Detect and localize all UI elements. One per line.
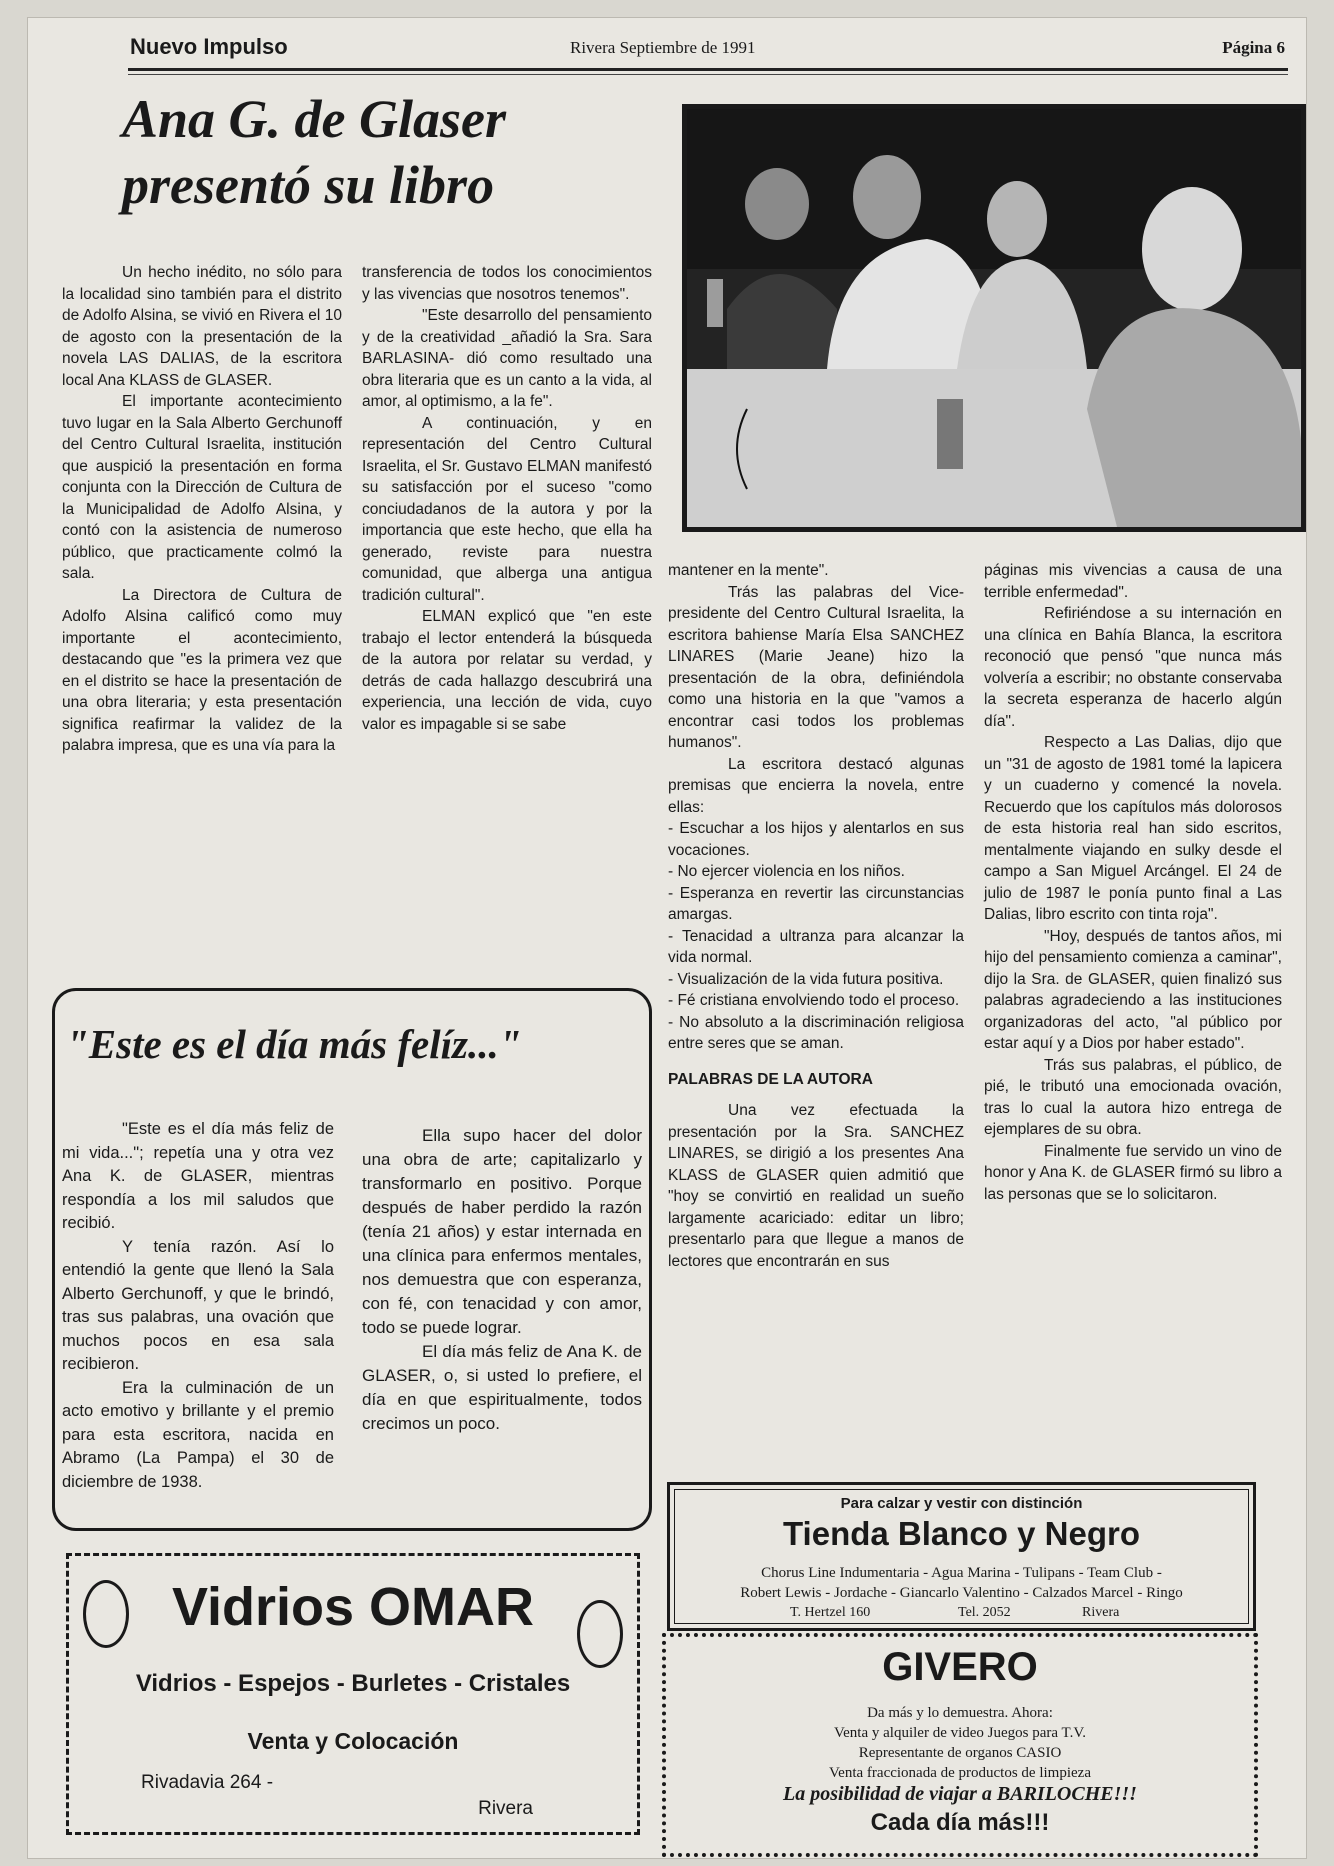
ad-brands-line-2: Robert Lewis - Jordache - Giancarlo Valentino - Calzados Marcel - Ringo xyxy=(740,1585,1183,1601)
ad-address: T. Hertzel 160 xyxy=(790,1605,871,1620)
article-column-1 xyxy=(62,262,342,757)
ad-vidrios-omar xyxy=(66,1553,640,1835)
ad-tagline: Para calzar y vestir con distinción xyxy=(840,1495,1083,1512)
place-date: Rivera Septiembre de 1991 xyxy=(570,38,756,57)
ad-promo: La posibilidad de viajar a BARILOCHE!!! xyxy=(783,1783,1137,1805)
page-number: Página 6 xyxy=(1222,38,1285,57)
ad-products: Vidrios - Espejos - Burletes - Cristales xyxy=(135,1670,571,1697)
article-paragraph: transferencia de todos los conocimientos y las vivencias que nosotros tenemos". xyxy=(362,264,652,303)
ad-line: Representante de organos CASIO xyxy=(858,1745,1062,1761)
ad-line: Da más y lo demuestra. Ahora: xyxy=(867,1705,1053,1721)
paper-name: Nuevo Impulso xyxy=(130,34,288,59)
ad-store-name: GIVERO xyxy=(882,1645,1038,1689)
event-photo xyxy=(682,104,1306,532)
article-title-line-1: Ana G. de Glaser xyxy=(122,89,507,149)
ad-city: Rivera xyxy=(1082,1605,1120,1620)
article-paragraph: Trás las palabras del Vice-presidente del Centro Cultural Israelita, la escritora bahiense María Elsa SANCHEZ LINARES (Marie Jeane) hizo la presentación de la obra, definiéndola como una historia en la que "vamos a encontrar casi todos los problemas humanos". xyxy=(668,583,964,751)
sidebar-column-1 xyxy=(62,1118,334,1494)
ad-givero xyxy=(662,1633,1258,1857)
premise-item: - No absoluto a la discriminación religiosa entre seres que se aman. xyxy=(668,1013,964,1052)
article-paragraph: Trás sus palabras, el público, de pié, le tributó una emocionada ovación, tras lo cual la autora hizo entrega de ejemplares de su obra. xyxy=(984,1056,1282,1138)
section-heading: PALABRAS DE LA AUTORA xyxy=(668,1070,873,1088)
ad-line: Venta y alquiler de video Juegos para T.V. xyxy=(833,1725,1087,1741)
sidebar-paragraph: Y tenía razón. Así lo entendió la gente que llenó la Sala Alberto Gerchunoff, y que le brindó, tras sus palabras, una ovación que muchos pocos en esa sala recibieron. xyxy=(62,1237,334,1373)
article-column-4 xyxy=(984,560,1282,1205)
article-paragraph: Refiriéndose a su internación en una clínica en Bahía Blanca, la escritora reconoció que pensó "que nunca más volvería a escribir; no obstante conservaba la secreta esperanza de hacerlo algún día". xyxy=(984,605,1282,730)
article-paragraph: La escritora destacó algunas premisas que encierra la novela, entre ellas: xyxy=(668,755,964,816)
sidebar-paragraph: El día más feliz de Ana K. de GLASER, o, si usted lo prefiere, el día en que espiritualmente, todos crecimos un poco. xyxy=(362,1342,642,1433)
ad-slogan: Cada día más!!! xyxy=(870,1809,1050,1836)
ad-line: Venta fraccionada de productos de limpieza xyxy=(829,1765,1091,1781)
article-paragraph: "Este desarrollo del pensamiento y de la creatividad _añadió la Sra. Sara BARLASINA- dió como resultado una obra literaria que es un canto a la vida, al amor, al optimismo, a la fe". xyxy=(362,307,652,410)
header-rule xyxy=(128,68,1288,71)
article-paragraph: El importante acontecimiento tuvo lugar en la Sala Alberto Gerchunoff del Centro Cultural Israelita, institución que auspició la presentación en forma conjunta con la Dirección de Cultura de la Municipalidad de Adolfo Alsina, y contó con la asistencia de numeroso público, que practicamente colmó la sala. xyxy=(62,393,342,582)
premise-item: - Esperanza en revertir las circunstancias amargas. xyxy=(668,884,964,923)
ad-store-name: Tienda Blanco y Negro xyxy=(783,1515,1140,1552)
ad-service: Venta y Colocación xyxy=(247,1728,459,1754)
ad-brands-line-1: Chorus Line Indumentaria - Agua Marina - Tulipans - Team Club - xyxy=(761,1565,1162,1581)
article-paragraph: La Directora de Cultura de Adolfo Alsina calificó como muy importante el acontecimiento, destacando que "es la primera vez que en el distrito se hace la presentación de una obra literaria; y esta presentación significa reafirmar la validez de la palabra impresa, que es una vía para la xyxy=(62,586,342,754)
ad-phone: Tel. 2052 xyxy=(958,1605,1011,1620)
ad-store-name: Vidrios OMAR xyxy=(171,1577,535,1637)
ad-city: Rivera xyxy=(478,1798,533,1819)
article-paragraph: Un hecho inédito, no sólo para la localidad sino también para el distrito de Adolfo Alsina, se vivió en Rivera el 10 de agosto con la presentación de la novela LAS DALIAS, de la escritora local Ana KLASS de GLASER. xyxy=(62,264,342,389)
article-paragraph: Respecto a Las Dalias, dijo que un "31 de agosto de 1981 tomé la lapicera y un cuaderno y comencé la novela. Recuerdo que los capítulos más dolorosos de esta historia real han sido escritos, mentalmente viajando en sulky desde el campo a San Miguel Arcángel. El 24 de julio de 1987 le ponía punto final a Las Dalias, libro escrito con tinta roja". xyxy=(984,734,1282,923)
premise-item: - Tenacidad a ultranza para alcanzar la vida normal. xyxy=(668,927,964,966)
ad-tienda-blanco-y-negro xyxy=(667,1482,1256,1631)
article-column-2 xyxy=(362,262,652,735)
article-column-3 xyxy=(668,560,964,1272)
page-header xyxy=(130,34,1285,68)
article-paragraph: páginas mis vivencias a causa de una terrible enfermedad". xyxy=(984,562,1282,601)
sidebar-paragraph: "Este es el día más feliz de mi vida..."; repetía una y otra vez Ana K. de GLASER, mientras respondía a los mil saludos que recibió. xyxy=(62,1120,334,1232)
ad-address: Rivadavia 264 - xyxy=(141,1772,274,1793)
article-paragraph: ELMAN explicó que "en este trabajo el lector entenderá la búsqueda de la autora por relatar su verdad, y detrás de cada hallazgo descubrirá una experiencia, una lección de vida, cuyo valor es impagable si se sabe xyxy=(362,608,652,733)
sidebar-title: "Este es el día más felíz..." xyxy=(66,1021,522,1067)
sidebar-column-2 xyxy=(362,1124,642,1436)
premise-item: - No ejercer violencia en los niños. xyxy=(668,863,905,880)
premise-item: - Fé cristiana envolviendo todo el proceso. xyxy=(668,992,960,1009)
event-photo-image xyxy=(687,109,1301,527)
article-paragraph: Una vez efectuada la presentación por la Sra. SANCHEZ LINARES, se dirigió a los presentes Ana KLASS de GLASER quien admitió que "hoy se convirtió en realidad un sueño largamente acariciado: editar un libro; presentarlo para que llegue a manos de lectores que encontrarán en sus xyxy=(668,1102,964,1270)
article-paragraph: A continuación, y en representación del Centro Cultural Israelita, el Sr. Gustavo ELMAN manifestó su satisfacción por el suceso "como conciudadanos de la autora y por la importancia que este hecho, que ella ha generado, reviste para nuestra comunidad, que alberga una antigua tradición cultural". xyxy=(362,414,652,604)
premise-item: - Visualización de la vida futura positiva. xyxy=(668,970,944,988)
article-title xyxy=(122,86,642,218)
sidebar-paragraph: Era la culminación de un acto emotivo y brillante y el premio para esta escritora, nacida en Abramo (La Pampa) el 30 de diciembre de 1938. xyxy=(62,1378,334,1491)
header-rule-thin xyxy=(128,74,1288,75)
article-paragraph: mantener en la mente". xyxy=(668,562,829,579)
sidebar-paragraph: Ella supo hacer del dolor una obra de arte; capitalizarlo y transformarlo en positivo. Porque después de haber perdido la razón (tenía 21 años) y estar internada en una clínica para enfermos mentales, nos demuestra que con esperanza, con fé, con tenacidad y con amor, todo se puede lograr. xyxy=(362,1126,642,1337)
article-paragraph: "Hoy, después de tantos años, mi hijo del pensamiento comienza a caminar", dijo la Sra. de GLASER, quien finalizó sus palabras agradeciendo a las instituciones organizadoras del acto, "al público por estar aquí y a Dios por haber estado". xyxy=(984,927,1282,1052)
article-paragraph: Finalmente fue servido un vino de honor y Ana K. de GLASER firmó su libro a las personas que se lo solicitaron. xyxy=(984,1142,1282,1203)
article-title-line-2: presentó su libro xyxy=(122,155,495,215)
premise-item: - Escuchar a los hijos y alentarlos en sus vocaciones. xyxy=(668,820,964,859)
